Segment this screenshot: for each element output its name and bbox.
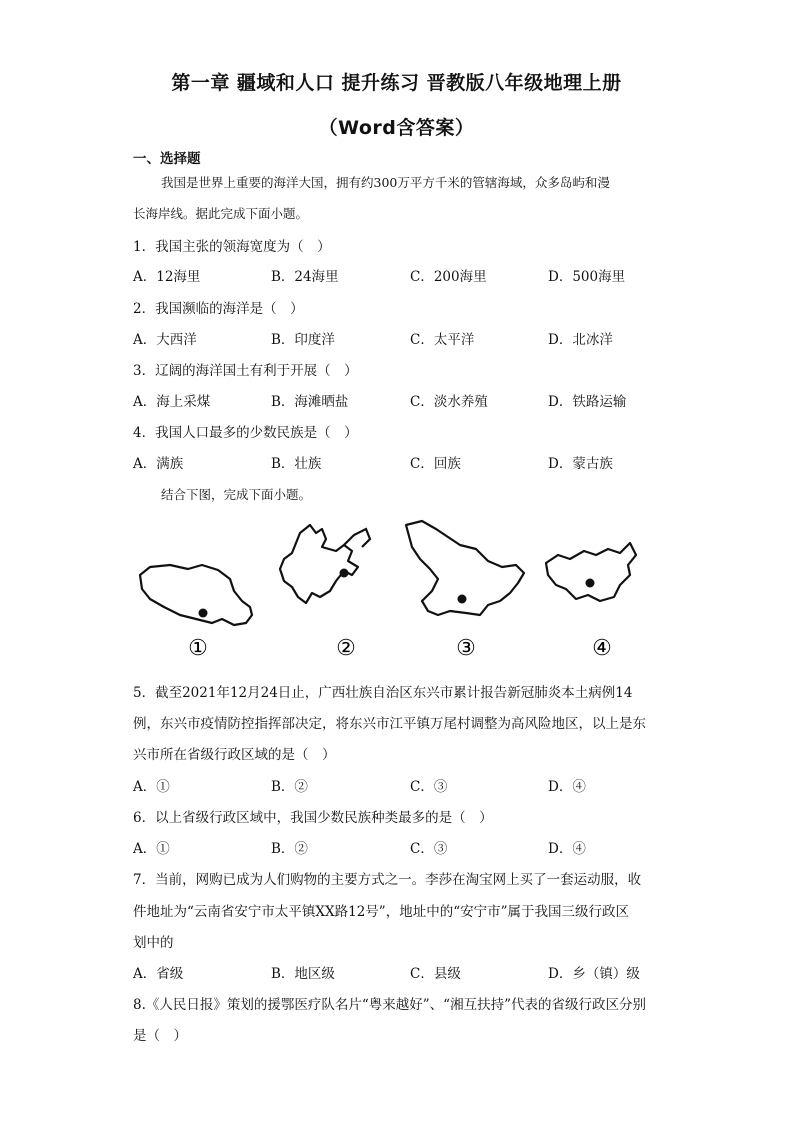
province-map-1 xyxy=(140,565,252,661)
question-5-line-3: 兴市所在省级行政区域的是（ ） xyxy=(133,747,336,763)
question-5-line-1: 5．截至2021年12月24日止，广西壮族自治区东兴市累计报告新冠肺炎本土病例14 xyxy=(133,685,633,701)
question-7-line-1: 7．当前，网购已成为人们购物的主要方式之一。李莎在淘宝网上买了一套运动服，收 xyxy=(133,872,642,888)
question-5-option-b: B．② xyxy=(271,779,308,795)
question-5-option-d: D．④ xyxy=(548,779,586,795)
question-6-option-c: C．③ xyxy=(410,841,448,857)
question-4-option-d: D．蒙古族 xyxy=(548,456,613,472)
province-map-2 xyxy=(280,525,370,661)
question-4-option-b: B．壮族 xyxy=(271,456,322,472)
map-label-4: ④ xyxy=(592,636,612,661)
question-3-option-d: D．铁路运输 xyxy=(548,394,627,410)
question-4-option-c: C．回族 xyxy=(410,456,461,472)
question-1-option-b: B．24海里 xyxy=(271,269,339,285)
map-label-3: ③ xyxy=(456,636,476,661)
map-intro-text: 结合下图，完成下面小题。 xyxy=(161,487,312,502)
question-3-option-c: C．淡水养殖 xyxy=(410,394,488,410)
question-6-option-b: B．② xyxy=(271,841,308,857)
question-2-option-b: B．印度洋 xyxy=(271,332,335,348)
question-7-option-c: C．县级 xyxy=(410,966,461,982)
question-5-line-2: 例，东兴市疫情防控指挥部决定，将东兴市江平镇万尾村调整为高风险地区，以上是东 xyxy=(133,716,646,732)
intro-text-line-2: 长海岸线。据此完成下面小题。 xyxy=(133,206,309,221)
question-4-stem: 4．我国人口最多的少数民族是（ ） xyxy=(133,425,358,441)
document-title: 第一章 疆域和人口 提升练习 晋教版八年级地理上册 xyxy=(171,72,622,94)
map-label-2: ② xyxy=(336,636,356,661)
question-7-option-b: B．地区级 xyxy=(271,966,335,982)
province-map-3 xyxy=(406,521,524,661)
question-6-stem: 6．以上省级行政区域中，我国少数民族种类最多的是（ ） xyxy=(133,810,493,826)
question-1-option-a: A．12海里 xyxy=(133,269,201,285)
question-5-option-c: C．③ xyxy=(410,779,448,795)
question-2-stem: 2．我国濒临的海洋是（ ） xyxy=(133,301,304,317)
section-heading: 一、选择题 xyxy=(133,151,201,167)
question-4-option-a: A．满族 xyxy=(133,456,184,472)
question-7-line-3: 划中的 xyxy=(133,935,174,951)
question-1-stem: 1．我国主张的领海宽度为（ ） xyxy=(133,239,331,255)
question-1-option-c: C．200海里 xyxy=(410,269,487,285)
province-map-4 xyxy=(546,543,636,661)
map-label-1: ① xyxy=(188,636,208,661)
question-2-option-a: A．大西洋 xyxy=(133,332,197,348)
province-maps-figure xyxy=(130,515,650,665)
question-1-option-d: D．500海里 xyxy=(548,269,626,285)
question-5-option-a: A．① xyxy=(133,779,170,795)
question-6-option-a: A．① xyxy=(133,841,170,857)
question-2-option-c: C．太平洋 xyxy=(410,332,475,348)
question-3-option-a: A．海上采煤 xyxy=(133,394,211,410)
question-7-option-d: D．乡（镇）级 xyxy=(548,966,640,982)
question-7-option-a: A．省级 xyxy=(133,966,184,982)
question-3-stem: 3．辽阔的海洋国土有利于开展（ ） xyxy=(133,363,358,379)
question-8-line-2: 是（ ） xyxy=(133,1028,187,1044)
question-2-option-d: D．北冰洋 xyxy=(548,332,613,348)
document-subtitle: （Word含答案） xyxy=(318,117,475,139)
question-7-line-2: 件地址为“云南省安宁市太平镇XX路12号”，地址中的“安宁市”属于我国三级行政区 xyxy=(133,904,630,920)
question-8-line-1: 8.《人民日报》策划的援鄂医疗队名片“粤来越好”、“湘互扶持”代表的省级行政区分别 xyxy=(133,997,646,1013)
question-6-option-d: D．④ xyxy=(548,841,586,857)
question-3-option-b: B．海滩晒盐 xyxy=(271,394,349,410)
intro-text-line-1: 我国是世界上重要的海洋大国，拥有约300万平方千米的管辖海域，众多岛屿和漫 xyxy=(161,175,610,190)
